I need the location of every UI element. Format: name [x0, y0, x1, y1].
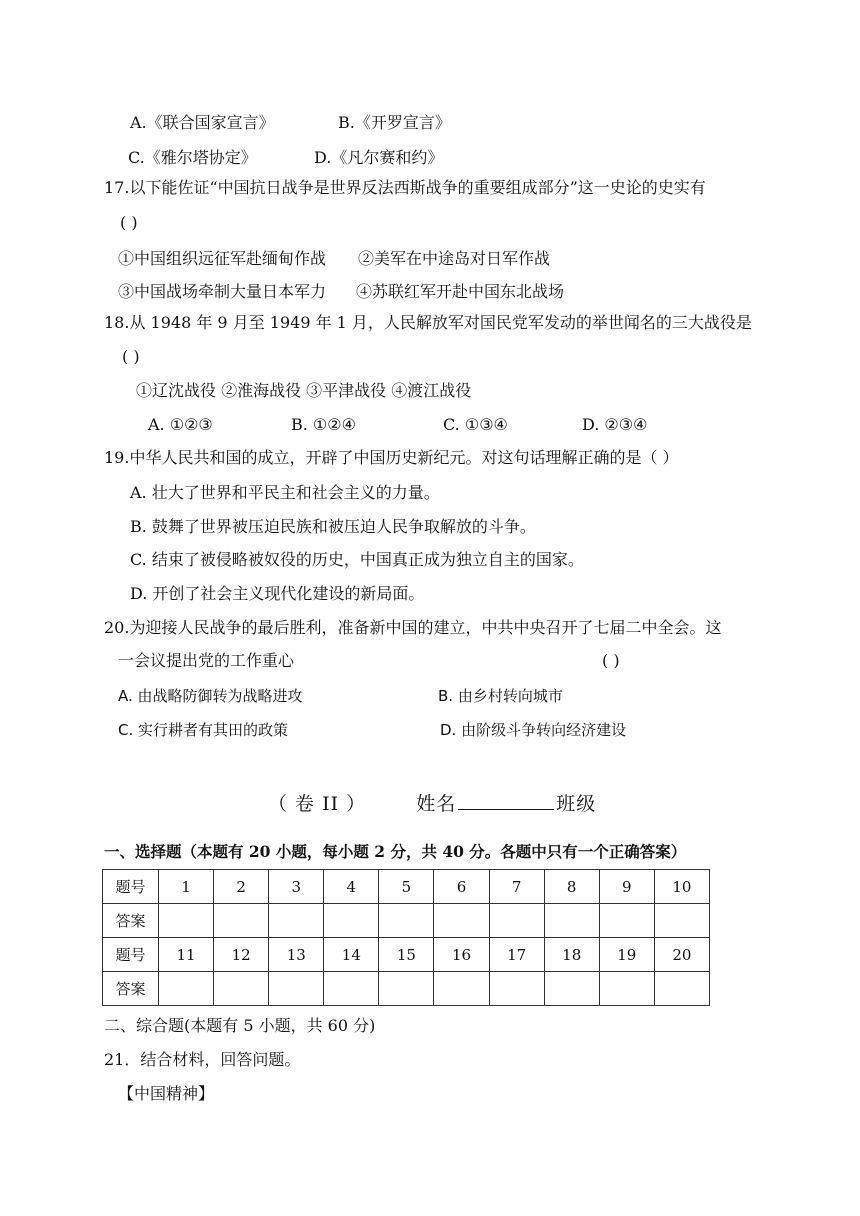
- q16-option-b: B.《开罗宣言》: [338, 113, 451, 132]
- paper-label: （ 卷 II ）: [268, 793, 367, 815]
- table-row: [103, 904, 710, 938]
- answer-cell[interactable]: [489, 904, 544, 938]
- q18-stem: 18.从 1948 年 9 月至 1949 年 1 月，人民解放军对国民党军发动的举世闻名的三大战役是: [104, 313, 752, 332]
- q16-option-c: C.《雅尔塔协定》: [128, 148, 257, 167]
- number-cell: 17: [489, 938, 544, 972]
- number-cell: 8: [544, 870, 599, 904]
- number-cell: 2: [214, 870, 269, 904]
- q18-paren: ( ): [122, 347, 140, 366]
- q19-option-b: B. 鼓舞了世界被压迫民族和被压迫人民争取解放的斗争。: [130, 517, 536, 536]
- answer-cell[interactable]: [434, 972, 489, 1006]
- q21-subheading: 【中国精神】: [118, 1084, 215, 1103]
- answer-cell[interactable]: [599, 972, 654, 1006]
- number-cell: 14: [324, 938, 379, 972]
- answer-cell[interactable]: [489, 972, 544, 1006]
- number-cell: 11: [159, 938, 214, 972]
- number-cell: 10: [654, 870, 709, 904]
- table-row: [103, 972, 710, 1006]
- q16-option-d: D.《凡尔赛和约》: [314, 148, 444, 167]
- q20-option-a: A. 由战略防御转为战略进攻: [118, 687, 303, 705]
- number-cell: 16: [434, 938, 489, 972]
- q18-option-a: A. ①②③: [148, 415, 213, 434]
- answer-cell[interactable]: [214, 972, 269, 1006]
- q16-option-a: A.《联合国家宣言》: [130, 113, 275, 132]
- q20-option-d: D. 由阶级斗争转向经济建设: [440, 721, 627, 739]
- answer-cell[interactable]: [269, 904, 324, 938]
- q18-option-c: C. ①③④: [443, 415, 508, 434]
- number-label: 题号: [103, 938, 159, 972]
- part-1-heading: 一、选择题（本题有 20 小题，每小题 2 分，共 40 分。各题中只有一个正确答案）: [104, 842, 687, 861]
- q17-stem: 17.以下能佐证“中国抗日战争是世界反法西斯战争的重要组成部分”这一史论的史实有: [104, 178, 706, 197]
- q17-item-2: ②美军在中途岛对日军作战: [358, 249, 551, 268]
- name-field[interactable]: [458, 791, 554, 810]
- name-label: 姓名: [416, 793, 457, 815]
- number-cell: 5: [379, 870, 434, 904]
- answer-cell[interactable]: [654, 904, 709, 938]
- answer-cell[interactable]: [599, 904, 654, 938]
- answer-cell[interactable]: [324, 972, 379, 1006]
- answer-label: 答案: [103, 904, 159, 938]
- answer-label: 答案: [103, 972, 159, 1006]
- answer-cell[interactable]: [159, 972, 214, 1006]
- q17-item-4: ④苏联红军开赴中国东北战场: [356, 282, 565, 301]
- number-cell: 7: [489, 870, 544, 904]
- answer-cell[interactable]: [214, 904, 269, 938]
- number-cell: 20: [654, 938, 709, 972]
- number-cell: 6: [434, 870, 489, 904]
- q18-items: ①辽沈战役 ②淮海战役 ③平津战役 ④渡江战役: [136, 381, 472, 400]
- number-cell: 1: [159, 870, 214, 904]
- number-cell: 15: [379, 938, 434, 972]
- q19-option-c: C. 结束了被侵略被奴役的历史，中国真正成为独立自主的国家。: [130, 550, 584, 569]
- q17-paren: ( ): [120, 213, 138, 232]
- q19-option-a: A. 壮大了世界和平民主和社会主义的力量。: [130, 483, 440, 502]
- number-cell: 19: [599, 938, 654, 972]
- q18-option-d: D. ②③④: [582, 415, 648, 434]
- answer-cell[interactable]: [544, 904, 599, 938]
- answer-cell[interactable]: [269, 972, 324, 1006]
- table-row: [103, 938, 710, 972]
- answer-cell[interactable]: [379, 972, 434, 1006]
- q20-paren: ( ): [602, 651, 620, 670]
- number-label: 题号: [103, 870, 159, 904]
- number-cell: 12: [214, 938, 269, 972]
- q18-option-b: B. ①②④: [291, 415, 356, 434]
- part-2-heading: 二、综合题(本题有 5 小题，共 60 分): [104, 1016, 376, 1035]
- answer-cell[interactable]: [544, 972, 599, 1006]
- answer-cell[interactable]: [434, 904, 489, 938]
- q17-item-3: ③中国战场牵制大量日本军力: [118, 282, 327, 301]
- table-row: [103, 870, 710, 904]
- answer-cell[interactable]: [324, 904, 379, 938]
- number-cell: 3: [269, 870, 324, 904]
- number-cell: 4: [324, 870, 379, 904]
- number-cell: 9: [599, 870, 654, 904]
- q21-stem: 21．结合材料，回答问题。: [104, 1050, 301, 1069]
- q20-stem-line-2: 一会议提出党的工作重心: [118, 651, 295, 670]
- class-label: 班级: [556, 793, 597, 815]
- q17-item-1: ①中国组织远征军赴缅甸作战: [118, 249, 327, 268]
- answer-cell[interactable]: [654, 972, 709, 1006]
- q19-option-d: D. 开创了社会主义现代化建设的新局面。: [130, 584, 425, 603]
- answer-cell[interactable]: [379, 904, 434, 938]
- answer-table: [102, 869, 710, 1006]
- answer-cell[interactable]: [159, 904, 214, 938]
- q20-stem-line-1: 20.为迎接人民战争的最后胜利，准备新中国的建立，中共中央召开了七届二中全会。这: [104, 618, 722, 637]
- q20-option-b: B. 由乡村转向城市: [438, 687, 563, 705]
- q20-option-c: C. 实行耕者有其田的政策: [118, 721, 289, 739]
- q19-stem: 19.中华人民共和国的成立，开辟了中国历史新纪元。对这句话理解正确的是（ ）: [104, 448, 679, 467]
- number-cell: 13: [269, 938, 324, 972]
- section-2-header: [268, 791, 596, 814]
- number-cell: 18: [544, 938, 599, 972]
